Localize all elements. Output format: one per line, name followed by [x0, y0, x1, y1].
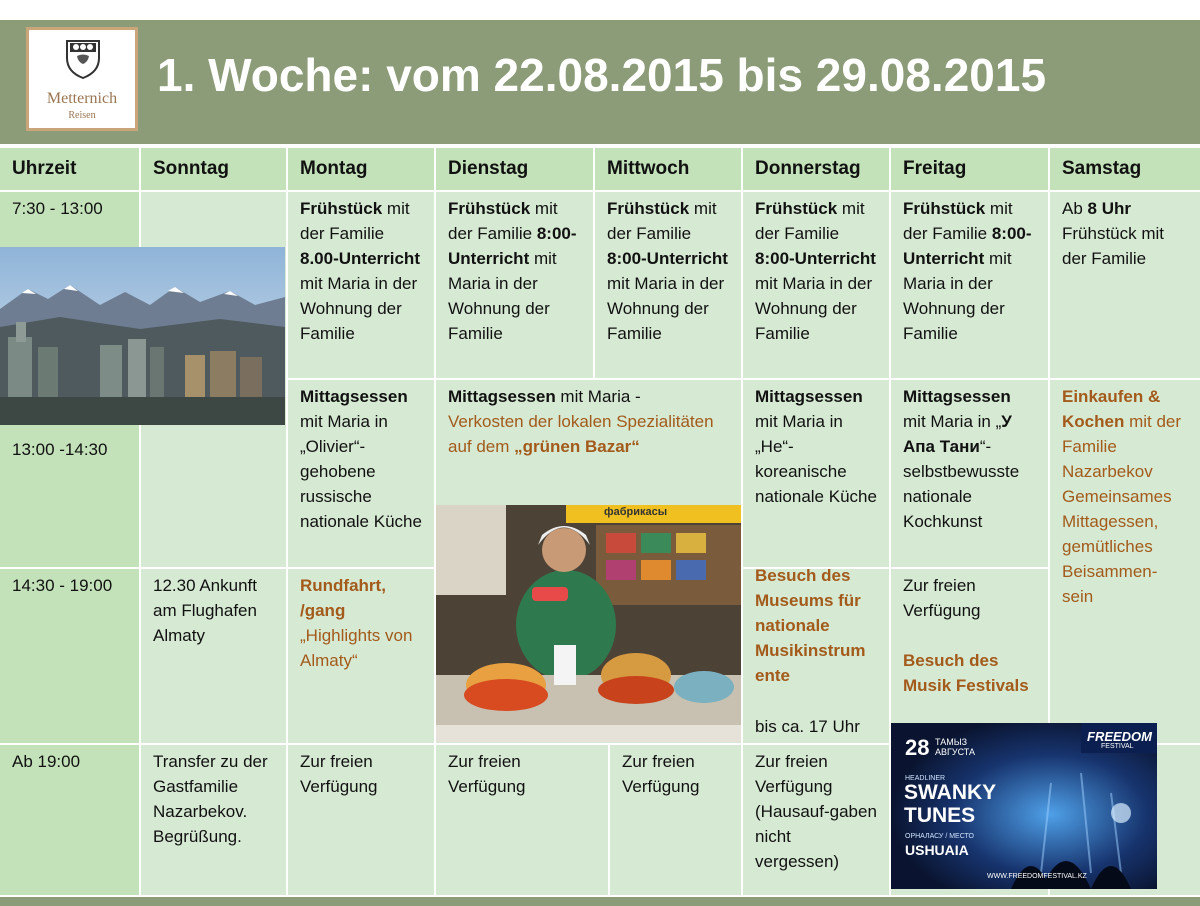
- festival-text: Besuch des Musik Festivals: [903, 651, 1029, 695]
- cell-monday-noon: [288, 380, 434, 567]
- poster-day: 28: [905, 735, 930, 760]
- lesson-label: 8:00-Unterricht: [607, 249, 728, 268]
- cooking-text: mit der Familie Nazarbekov Gemeinsames Mittagessen, gemütliches Beisammen-sein: [1062, 412, 1182, 606]
- tour-label: Rundfahrt, /gang: [300, 576, 386, 620]
- poster-venue: USHUAIA: [905, 842, 969, 858]
- logo-subtitle: Reisen: [68, 110, 96, 121]
- cell-monday-afternoon: [288, 569, 434, 743]
- museum-until-text: bis ca. 17 Uhr: [755, 717, 860, 736]
- poster-month: [935, 737, 975, 757]
- museum-visit-text: Besuch des Museums für nationale Musikinstrum ente: [755, 566, 866, 685]
- poster-brand: FREEDOM: [1087, 729, 1152, 744]
- cell-friday-noon: [891, 380, 1048, 567]
- page-title: 1. Woche: vom 22.08.2015 bis 29.08.2015: [157, 49, 1047, 101]
- time-label: 13:00 -14:30: [12, 440, 108, 459]
- cell-thursday-morning: [743, 192, 889, 378]
- almaty-skyline-photo: [0, 247, 285, 425]
- breakfast-text: mit der Familie: [300, 199, 410, 243]
- bazar-name: „grünen Bazar“: [514, 437, 640, 456]
- logo-name: Metternich: [46, 90, 118, 107]
- time-slot-afternoon: [0, 569, 139, 743]
- time-label: 7:30 - 13:00: [12, 199, 103, 218]
- lesson-label: 8.00-Unterricht: [300, 249, 420, 268]
- lunch-text: mit Maria in „: [903, 412, 1002, 431]
- cell-wednesday-evening: [610, 745, 741, 895]
- poster-month-kz: ТАМЫЗ: [935, 737, 968, 747]
- lunch-label: Mittagsessen: [755, 387, 863, 406]
- lesson-text: mit Maria in der Wohnung der Familie: [903, 249, 1012, 343]
- poster-artist-b: TUNES: [904, 804, 976, 827]
- cell-text: Zur freien Verfügung: [622, 752, 700, 796]
- bazar-shop-sign: фабрикасы: [604, 506, 668, 518]
- col-header-uhrzeit: Uhrzeit: [0, 148, 139, 190]
- lesson-label: 8:00-Unterricht: [755, 249, 876, 268]
- cell-text: Transfer zu der Gastfamilie Nazarbekov. Begrüßung.: [153, 752, 268, 846]
- poster-brand-sub: FESTIVAL: [1101, 743, 1134, 750]
- lunch-text: mit Maria in „Olivier“- gehobene russische nationale Küche: [300, 412, 422, 531]
- bazar-text: Verkosten der lokalen Spezialitäten auf dem: [448, 412, 714, 456]
- lesson-text: mit Maria in der Wohnung der Familie: [448, 249, 557, 343]
- cell-sunday-evening: [141, 745, 286, 895]
- poster-artist: [904, 781, 996, 827]
- col-header-dienstag: Dienstag: [436, 148, 593, 190]
- cell-text: Zur freien Verfügung: [300, 752, 378, 796]
- breakfast-text: mit der Familie: [607, 199, 717, 243]
- lunch-text-b: “- selbstbewusste nationale Kochkunst: [903, 437, 1020, 531]
- breakfast-label: Frühstück: [607, 199, 690, 218]
- cell-monday-evening: [288, 745, 434, 895]
- bazar-vendor-photo: [436, 505, 741, 742]
- cell-wednesday-morning: [595, 192, 741, 378]
- sat-time: 8 Uhr: [1087, 199, 1131, 218]
- col-header-montag: Montag: [288, 148, 434, 190]
- cell-text: 12.30 Ankunft am Flughafen Almaty: [153, 576, 257, 645]
- lesson-text: mit Maria in der Wohnung der Familie: [607, 274, 725, 343]
- breakfast-text: mit der Familie: [448, 199, 558, 243]
- cell-text: Zur freien Verfügung (Hausauf-gaben nicht vergessen): [755, 752, 877, 871]
- cell-friday-afternoon: [891, 569, 1048, 743]
- col-header-mittwoch: Mittwoch: [595, 148, 741, 190]
- lesson-text: mit Maria in der Wohnung der Familie: [300, 274, 418, 343]
- breakfast-label: Frühstück: [448, 199, 531, 218]
- col-header-freitag: Freitag: [891, 148, 1048, 190]
- time-label: Ab 19:00: [12, 752, 81, 771]
- time-slot-evening: [0, 745, 139, 895]
- restaurant-name: У Апа Тани: [903, 412, 1012, 456]
- lesson-label: 8:00-Unterricht: [448, 224, 577, 268]
- lunch-text: mit Maria in „Не“- koreanische nationale Küche: [755, 412, 877, 506]
- cell-thursday-evening: [743, 745, 889, 895]
- poster-venue-label: ОРНАЛАСУ / МЕСТО: [905, 833, 974, 840]
- breakfast-label: Frühstück: [755, 199, 838, 218]
- breakfast-label: Frühstück: [300, 199, 383, 218]
- breakfast-text: mit der Familie: [903, 199, 1013, 243]
- shield-icon: [65, 38, 101, 80]
- cell-thursday-noon: [743, 380, 889, 567]
- tour-text: „Highlights von Almaty“: [300, 626, 413, 670]
- cell-sunday-afternoon: [141, 569, 286, 743]
- cooking-label: Einkaufen & Kochen: [1062, 387, 1161, 431]
- lunch-text: mit Maria -: [555, 387, 641, 406]
- poster-headliner: HEADLINER: [905, 775, 946, 782]
- lunch-label: Mittagsessen: [448, 387, 556, 406]
- sat-text-b: Frühstück mit der Familie: [1062, 224, 1165, 268]
- freedom-festival-poster: [891, 723, 1157, 889]
- col-header-samstag: Samstag: [1050, 148, 1200, 190]
- cell-monday-morning: [288, 192, 434, 378]
- poster-artist-a: SWANKY: [904, 781, 997, 804]
- cell-text: Zur freien Verfügung: [448, 752, 526, 796]
- col-header-donnerstag: Donnerstag: [743, 148, 889, 190]
- cell-saturday-morning: [1050, 192, 1200, 378]
- cell-tuesday-morning: [436, 192, 593, 378]
- cell-tuesday-evening: [436, 745, 608, 895]
- lesson-label: 8:00-Unterricht: [903, 224, 1032, 268]
- lesson-text: mit Maria in der Wohnung der Familie: [755, 274, 873, 343]
- cell-friday-morning: [891, 192, 1048, 378]
- poster-month-ru: АВГУСТА: [935, 747, 975, 757]
- metternich-logo: [26, 27, 138, 131]
- sat-text-a: Ab: [1062, 199, 1088, 218]
- time-label: 14:30 - 19:00: [12, 576, 113, 595]
- col-header-sonntag: Sonntag: [141, 148, 286, 190]
- lunch-label: Mittagsessen: [903, 387, 1011, 406]
- breakfast-text: mit der Familie: [755, 199, 865, 243]
- lunch-label: Mittagsessen: [300, 387, 408, 406]
- breakfast-label: Frühstück: [903, 199, 986, 218]
- footer-band: [0, 897, 1200, 906]
- cell-saturday-afternoon: [1050, 380, 1200, 743]
- free-time-text: Zur freien Verfügung: [903, 576, 981, 620]
- poster-url: WWW.FREEDOMFESTIVAL.KZ: [987, 873, 1087, 880]
